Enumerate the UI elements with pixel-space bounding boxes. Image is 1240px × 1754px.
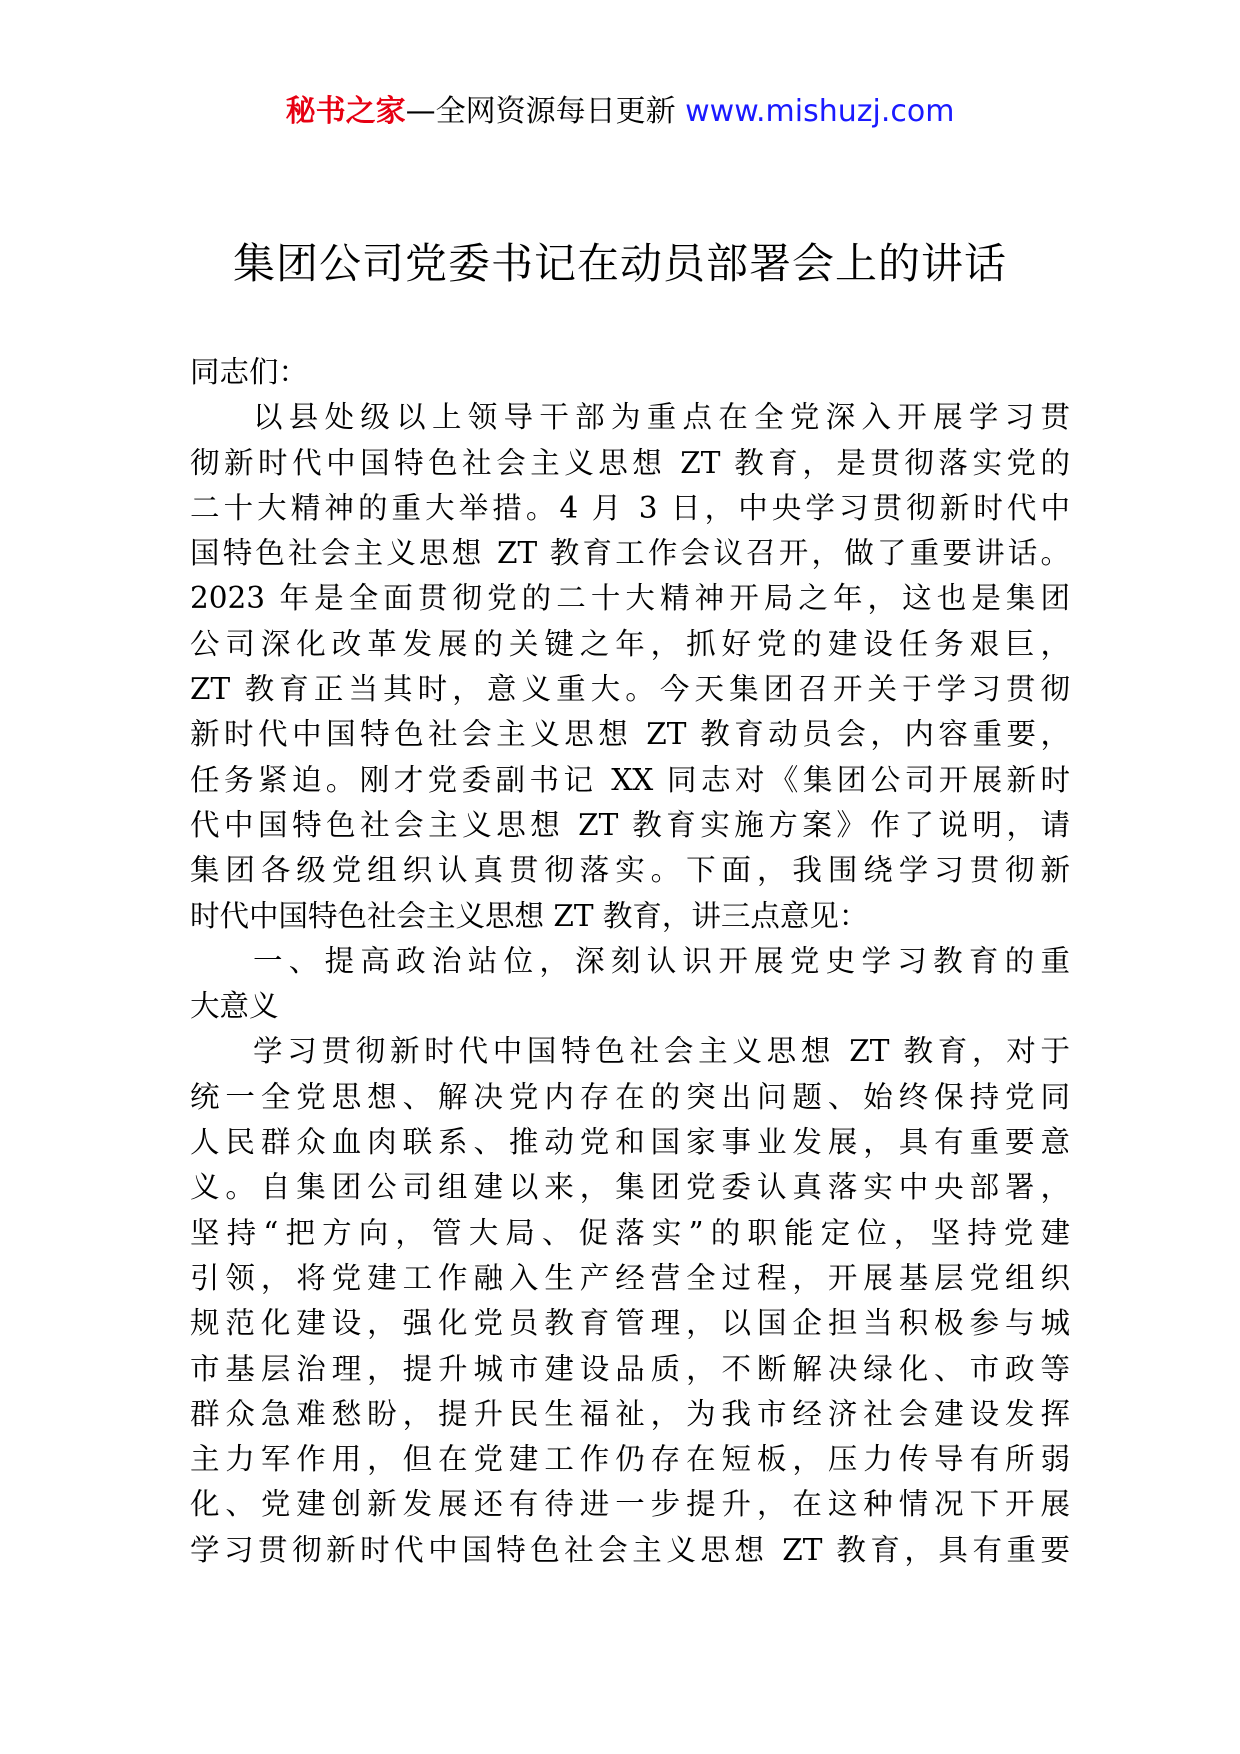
document-title: 集团公司党委书记在动员部署会上的讲话 bbox=[232, 239, 1007, 288]
text-line: 公司深化改革发展的关键之年，抓好党的建设任务艰巨， bbox=[190, 626, 1070, 661]
text-line: 一、提高政治站位，深刻认识开展党史学习教育的重 bbox=[253, 943, 1070, 978]
text-line: 统一全党思想、解决党内存在的突出问题、始终保持党同 bbox=[190, 1079, 1070, 1114]
text-line: 市基层治理，提升城市建设品质，不断解决绿化、市政等 bbox=[190, 1351, 1070, 1386]
text-line: 大意义 bbox=[190, 989, 279, 1024]
salutation bbox=[190, 350, 1070, 395]
text-line: 彻新时代中国特色社会主义思想 ZT 教育，是贯彻落实党的 bbox=[190, 445, 1070, 480]
text-line: ZT 教育正当其时，意义重大。今天集团召开关于学习贯彻 bbox=[190, 672, 1070, 707]
text-line: 2023 年是全面贯彻党的二十大精神开局之年，这也是集团 bbox=[190, 581, 1070, 616]
text-line: 时代中国特色社会主义思想 ZT 教育，讲三点意见： bbox=[190, 898, 869, 933]
text-line: 主力军作用，但在党建工作仍存在短板，压力传导有所弱 bbox=[190, 1442, 1070, 1477]
text-line: 引领，将党建工作融入生产经营全过程，开展基层党组织 bbox=[190, 1260, 1070, 1295]
text-line: 集团各级党组织认真贯彻落实。下面，我围绕学习贯彻新 bbox=[190, 853, 1070, 888]
text-line: 规范化建设，强化党员教育管理，以国企担当积极参与城 bbox=[190, 1306, 1070, 1341]
text-line: 义。自集团公司组建以来，集团党委认真落实中央部署， bbox=[190, 1170, 1070, 1205]
text-line: 学习贯彻新时代中国特色社会主义思想 ZT 教育，具有重要 bbox=[190, 1532, 1070, 1567]
site-url-link[interactable]: www.mishuzj.com bbox=[685, 94, 955, 129]
text-line: 二十大精神的重大举措。4 月 3 日，中央学习贯彻新时代中 bbox=[190, 490, 1070, 525]
text-line: 国特色社会主义思想 ZT 教育工作会议召开，做了重要讲话。 bbox=[190, 536, 1070, 571]
text-line: 以县处级以上领导干部为重点在全党深入开展学习贯 bbox=[253, 400, 1070, 435]
site-brand: 秘书之家 bbox=[285, 94, 406, 129]
text-line: 群众急难愁盼，提升民生福祉，为我市经济社会建设发挥 bbox=[190, 1396, 1070, 1431]
site-tagline: —全网资源每日更新 bbox=[405, 94, 686, 129]
text-line: 同志们： bbox=[190, 355, 309, 389]
text-line: 化、党建创新发展还有待进一步提升，在这种情况下开展 bbox=[190, 1487, 1070, 1522]
paragraph-section-1 bbox=[190, 1029, 1070, 1573]
text-line: 代中国特色社会主义思想 ZT 教育实施方案》作了说明，请 bbox=[190, 807, 1070, 842]
text-line: 任务紧迫。刚才党委副书记 XX 同志对《集团公司开展新时 bbox=[190, 762, 1070, 797]
document-body bbox=[190, 350, 1070, 1573]
paragraph-intro bbox=[190, 395, 1070, 939]
text-line: 新时代中国特色社会主义思想 ZT 教育动员会，内容重要， bbox=[190, 717, 1070, 752]
text-line: 学习贯彻新时代中国特色社会主义思想 ZT 教育，对于 bbox=[253, 1034, 1070, 1069]
text-line: 坚持“把方向，管大局、促落实”的职能定位，坚持党建 bbox=[190, 1215, 1070, 1250]
section-heading-1 bbox=[190, 939, 1070, 1030]
text-line: 人民群众血肉联系、推动党和国家事业发展，具有重要意 bbox=[190, 1125, 1070, 1160]
site-header bbox=[0, 92, 1240, 132]
